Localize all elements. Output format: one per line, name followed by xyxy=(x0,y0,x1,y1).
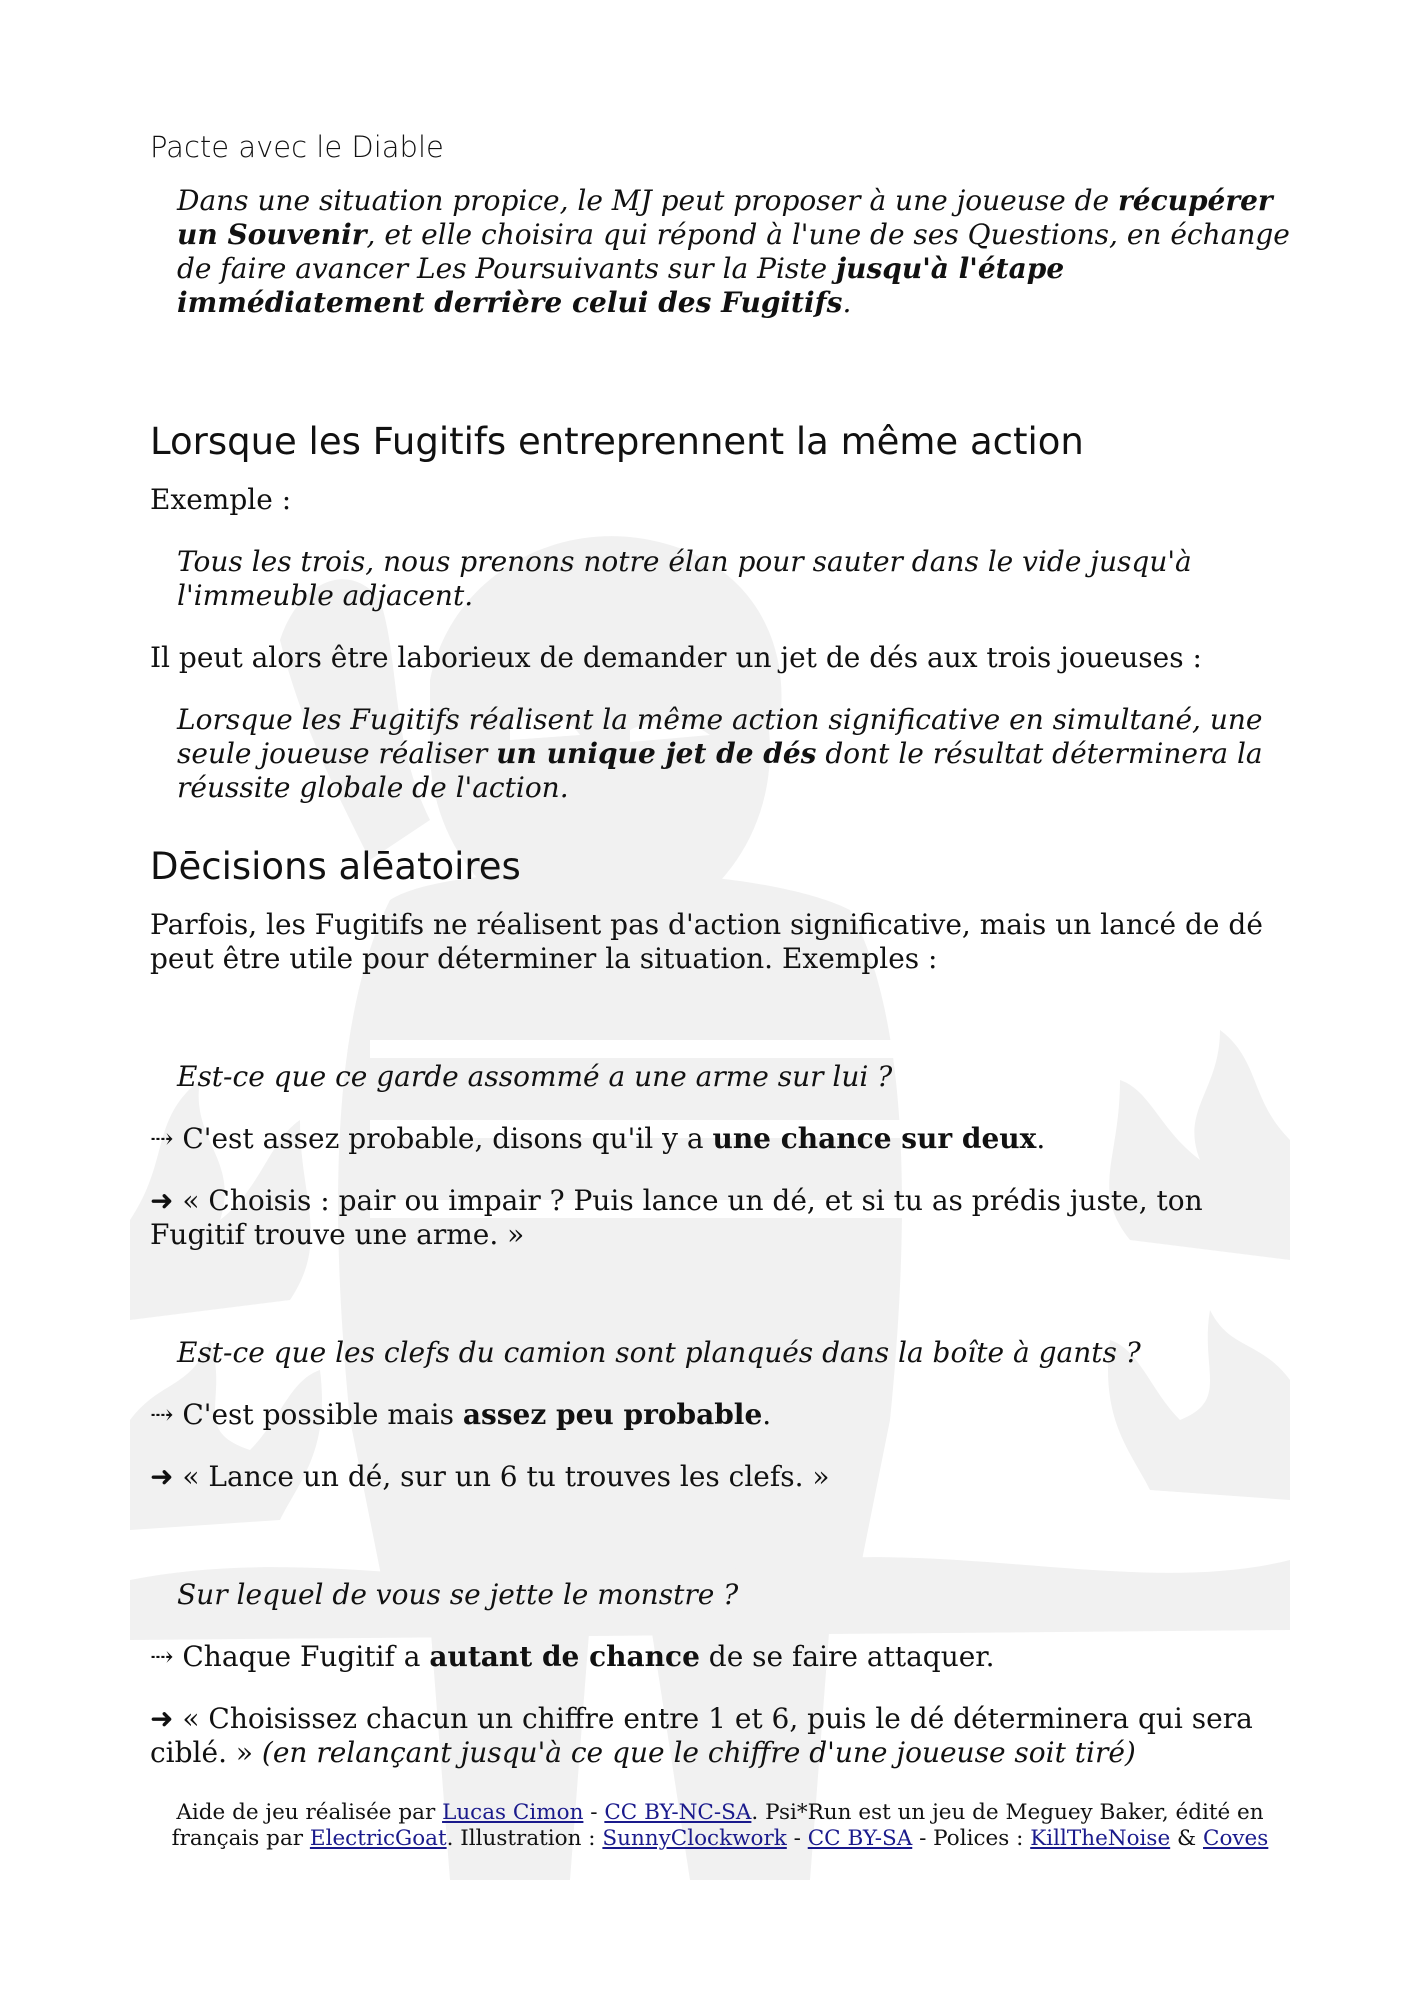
example-2-instruction: ➜ « Lance un dé, sur un 6 tu trouves les clefs. » xyxy=(150,1460,830,1493)
example-3-instruction: ➜ « Choisissez chacun un chiffre entre 1 et 6, puis le dé déterminera qui sera ciblé. » (en relançant jusqu'à ce que le chiffre d'une joueuse soit tiré) xyxy=(150,1702,1253,1769)
link-killthenoise[interactable]: KillTheNoise xyxy=(1030,1826,1171,1851)
footer-credits: Aide de jeu réalisée par Lucas Cimon - CC BY-NC-SA. Psi*Run est un jeu de Meguey Baker, édité en français par ElectricGoat. Illustration : SunnyClockwork - CC BY-SA - Polices : KillTheNoise & Coves xyxy=(171,1800,1269,1851)
link-electricgoat[interactable]: ElectricGoat xyxy=(309,1826,447,1851)
example-3-question: Sur lequel de vous se jette le monstre ? xyxy=(177,1578,739,1611)
example-2-question: Est-ce que les clefs du camion sont planqués dans la boîte à gants ? xyxy=(177,1336,1141,1369)
dashed-arrow-icon: ⇢ xyxy=(150,1640,174,1673)
example-3-probability: ⇢ Chaque Fugitif a autant de chance de se faire attaquer. xyxy=(150,1640,995,1673)
section-title-decisions: Dēcisions alēatoires xyxy=(150,845,521,888)
link-coves[interactable]: Coves xyxy=(1203,1826,1269,1851)
document-body xyxy=(150,130,1290,1770)
section-title-meme-action: Lorsque les Fugitifs entreprennent la même action xyxy=(150,420,1084,463)
arrow-right-icon: ➜ xyxy=(150,1184,174,1217)
link-sunnyclockwork[interactable]: SunnyClockwork xyxy=(602,1826,787,1851)
meme-action-intro: Il peut alors être laborieux de demander un jet de dés aux trois joueuses : xyxy=(150,641,1202,674)
link-cc-by-nc-sa[interactable]: CC BY-NC-SA xyxy=(604,1800,752,1825)
arrow-right-icon: ➜ xyxy=(150,1702,174,1735)
link-cc-by-sa[interactable]: CC BY-SA xyxy=(807,1826,913,1851)
arrow-right-icon: ➜ xyxy=(150,1460,174,1493)
example-quote: Tous les trois, nous prenons notre élan pour sauter dans le vide jusqu'à l'immeuble adjacent. xyxy=(177,545,1192,612)
example-2-probability: ⇢ C'est possible mais assez peu probable. xyxy=(150,1398,772,1431)
link-lucas-cimon[interactable]: Lucas Cimon xyxy=(442,1800,584,1825)
section-title-pacte: Pacte avec le Diable xyxy=(150,130,444,164)
pacte-rule: Dans une situation propice, le MJ peut proposer à une joueuse de récupérer un Souvenir, et elle choisira qui répond à l'une de ses Questions, en échange de faire avancer Les Poursuivants sur la Piste jusqu'à l'étape immédiatement derrière celui des Fugitifs. xyxy=(177,184,1290,319)
example-label: Exemple : xyxy=(150,483,292,516)
dashed-arrow-icon: ⇢ xyxy=(150,1398,174,1431)
example-1-question: Est-ce que ce garde assommé a une arme sur lui ? xyxy=(177,1060,893,1093)
example-1-probability: ⇢ C'est assez probable, disons qu'il y a une chance sur deux. xyxy=(150,1122,1046,1155)
meme-action-rule: Lorsque les Fugitifs réalisent la même action significative en simultané, une seule joueuse réaliser un unique jet de dés dont le résultat déterminera la réussite globale de l'action. xyxy=(177,703,1263,804)
example-1-instruction: ➜ « Choisis : pair ou impair ? Puis lance un dé, et si tu as prédis juste, ton Fugitif trouve une arme. » xyxy=(150,1184,1203,1251)
decisions-intro: Parfois, les Fugitifs ne réalisent pas d'action significative, mais un lancé de dé peut être utile pour déterminer la situation. Exemples : xyxy=(150,908,1263,975)
dashed-arrow-icon: ⇢ xyxy=(150,1122,174,1155)
